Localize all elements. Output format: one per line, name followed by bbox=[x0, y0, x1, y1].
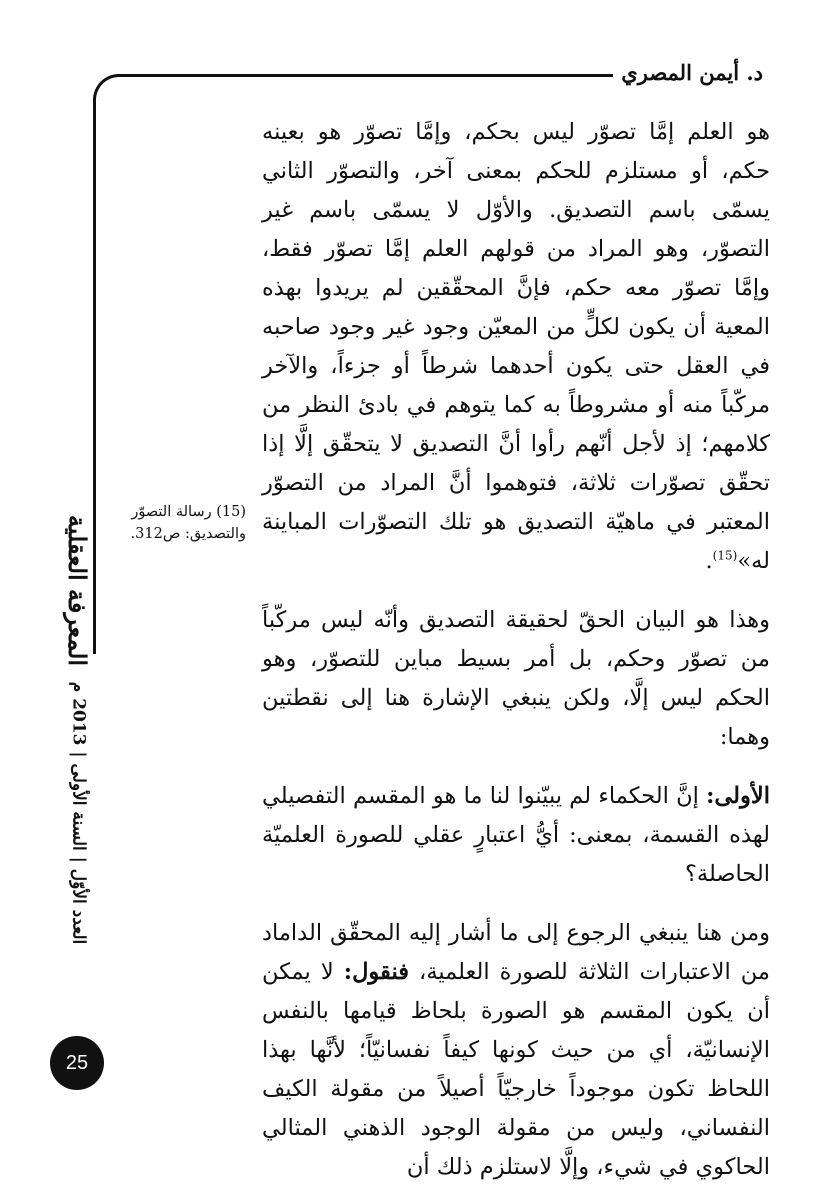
author-name: د. أيمن المصري bbox=[621, 60, 763, 85]
page-number: 25 bbox=[50, 1036, 104, 1090]
issue-info-text: العدد الأوّل | السنة الأولى | 2013 م bbox=[68, 681, 88, 945]
body-text bbox=[262, 113, 770, 1187]
issue-info bbox=[58, 681, 98, 945]
footnote: (15) رسالة التصوّر والتصديق: ص312. bbox=[130, 504, 246, 542]
paragraph-2: وهذا هو البيان الحقّ لحقيقة التصديق وأنّه ليس مركّباً من تصوّر وحكم، بل أمر بسيط مباين للتصوّر، وهو الحكم ليس إلَّا، ولكن ينبغي الإشارة هنا إلى نقطتين وهما: bbox=[262, 607, 770, 750]
paragraph-3: الأولى: إنَّ الحكماء لم يبيّنوا لنا ما هو المقسم التفصيلي لهذه القسمة، بمعنى: أيُّ اعتبارٍ عقلي للصورة العلميّة الحاصلة؟ bbox=[262, 783, 770, 887]
paragraph-4-lead: فنقول: bbox=[343, 959, 409, 985]
journal-name: المعرفة العقلية bbox=[63, 514, 93, 666]
paragraph-3-lead: الأولى: bbox=[706, 783, 770, 809]
journal-logo bbox=[56, 505, 100, 675]
paragraph-4: ومن هنا ينبغي الرجوع إلى ما أشار إليه المحقّق الداماد من الاعتبارات الثلاثة للصورة العلمية، فنقول: لا يمكن أن يكون المقسم هو الصورة بلحاظ قيامها بالنفس الإنسانيّة، أي من حيث كونها كيفاً نفسانيّاً؛ لأنَّها بهذا اللحاظ تكون موجوداً خارجيّاً أصيلاً من مقولة الكيف النفساني، وليس من مقولة الوجود الذهني المثالي الحاكوي في شيء، وإلَّا لاستلزم ذلك أن bbox=[262, 920, 770, 1180]
paragraph-1: هو العلم إمَّا تصوّر ليس بحكم، وإمَّا تصوّر هو بعينه حكم، أو مستلزم للحكم بمعنى آخر، والتصوّر الثاني يسمّى باسم التصديق. والأوّل لا يسمّى باسم غير التصوّر، وهو المراد من قولهم العلم إمَّا تصوّر فقط، وإمَّا تصوّر معه حكم، فإنَّ المحقّقين لم يريدوا بهذه المعية أن يكون لكلٍّ من المعيّن وجود غير وجود صاحبه في العقل حتى يكون أحدهما شرطاً أو جزءاً، والآخر مركّباً منه أو مشروطاً به كما يتوهم في بادئ النظر من كلامهم؛ إذ لأجل أنّهم رأوا أنَّ التصديق لا يتحقّق إلَّا إذا تحقّق تصوّرات ثلاثة، فتوهموا أنَّ المراد من التصوّر المعتبر في ماهيّة التصديق هو تلك التصوّرات المباينة له»$^{(15)}$. bbox=[262, 119, 770, 574]
footnote-ref: (15) bbox=[712, 548, 738, 563]
